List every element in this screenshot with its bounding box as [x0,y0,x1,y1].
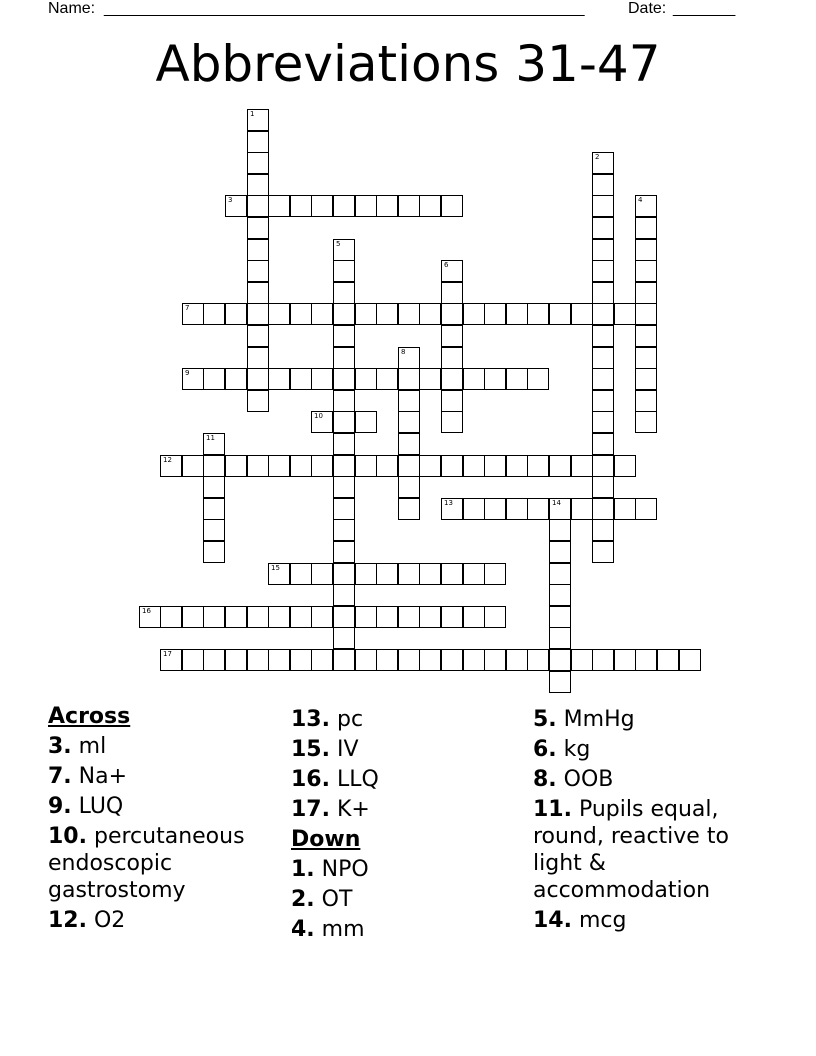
clue-start-number: 2 [595,153,600,161]
clue-text: IV [336,737,359,762]
clue-number: 2. [291,887,315,912]
grid-cell[interactable] [592,519,614,541]
grid-cell[interactable] [376,606,398,628]
grid-cell[interactable] [160,606,182,628]
grid-cell[interactable] [398,649,420,671]
grid-cell[interactable] [355,411,377,433]
clue-text: ml [78,734,107,759]
clue-number: 17. [291,797,330,822]
clue-text: Pupils equal, round, reactive to light & accommodation [533,797,729,903]
grid-cell[interactable] [355,563,377,585]
grid-cell[interactable] [592,217,614,239]
grid-cell[interactable] [635,282,657,304]
grid-cell[interactable] [484,649,506,671]
grid-cell[interactable] [311,455,333,477]
grid-cell[interactable] [247,303,269,325]
clue-column-3 [533,703,783,937]
clue-number: 10. [48,824,87,849]
clue-across-3 [48,733,278,760]
clue-text: mcg [578,908,627,933]
grid-cell[interactable] [441,411,463,433]
clue-start-number: 12 [163,456,172,464]
grid-cell[interactable] [463,606,485,628]
grid-cell[interactable] [635,368,657,390]
grid-cell[interactable] [355,195,377,217]
grid-cell[interactable] [333,563,355,585]
grid-cell[interactable] [463,303,485,325]
grid-cell[interactable] [225,649,247,671]
date-line[interactable]: _______ [673,0,736,17]
grid-cell[interactable] [203,541,225,563]
clue-number: 9. [48,794,72,819]
grid-cell[interactable] [247,260,269,282]
grid-cell[interactable] [247,152,269,174]
grid-cell[interactable] [247,347,269,369]
grid-cell[interactable] [441,390,463,412]
grid-cell[interactable] [592,498,614,520]
grid-cell[interactable] [657,649,679,671]
down-heading: Down [291,827,361,852]
grid-cell[interactable] [139,606,161,628]
name-label: Name: [48,0,96,17]
grid-cell[interactable] [398,433,420,455]
clue-across-13 [291,706,521,733]
name-line[interactable]: ______________________________________________________ [104,0,585,17]
grid-cell[interactable] [635,195,657,217]
grid-cell[interactable] [592,368,614,390]
clue-number: 16. [291,767,330,792]
grid-cell[interactable] [268,195,290,217]
grid-cell[interactable] [441,260,463,282]
clue-text: O2 [93,908,126,933]
grid-cell[interactable] [549,498,571,520]
grid-cell[interactable] [398,563,420,585]
clue-start-number: 8 [401,348,406,356]
clue-text: mm [321,917,365,942]
grid-cell[interactable] [290,455,312,477]
grid-cell[interactable] [614,649,636,671]
grid-cell[interactable] [247,606,269,628]
grid-cell[interactable] [635,390,657,412]
grid-cell[interactable] [182,455,204,477]
grid-cell[interactable] [441,195,463,217]
grid-cell[interactable] [333,347,355,369]
grid-cell[interactable] [268,606,290,628]
grid-cell[interactable] [247,109,269,131]
puzzle-title: Abbreviations 31-47 [155,35,661,93]
grid-cell[interactable] [506,303,528,325]
grid-cell[interactable] [333,282,355,304]
clue-down-6 [533,736,783,763]
grid-cell[interactable] [355,455,377,477]
grid-cell[interactable] [268,649,290,671]
clue-text: MmHg [563,707,635,732]
grid-cell[interactable] [203,519,225,541]
clue-number: 14. [533,908,572,933]
grid-cell[interactable] [398,347,420,369]
grid-cell[interactable] [549,627,571,649]
grid-cell[interactable] [484,498,506,520]
grid-cell[interactable] [311,563,333,585]
grid-cell[interactable] [398,498,420,520]
grid-cell[interactable] [333,455,355,477]
grid-cell[interactable] [333,606,355,628]
grid-cell[interactable] [333,260,355,282]
grid-cell[interactable] [614,303,636,325]
grid-cell[interactable] [506,649,528,671]
grid-cell[interactable] [311,303,333,325]
grid-cell[interactable] [592,152,614,174]
grid-cell[interactable] [333,649,355,671]
grid-cell[interactable] [268,303,290,325]
grid-cell[interactable] [592,347,614,369]
grid-cell[interactable] [441,368,463,390]
grid-cell[interactable] [441,303,463,325]
grid-cell[interactable] [311,649,333,671]
grid-cell[interactable] [333,519,355,541]
grid-cell[interactable] [247,455,269,477]
grid-cell[interactable] [247,239,269,261]
grid-cell[interactable] [527,498,549,520]
grid-cell[interactable] [463,563,485,585]
grid-cell[interactable] [484,303,506,325]
grid-cell[interactable] [290,303,312,325]
grid-cell[interactable] [484,563,506,585]
grid-cell[interactable] [247,325,269,347]
grid-cell[interactable] [290,649,312,671]
grid-cell[interactable] [571,649,593,671]
grid-cell[interactable] [225,303,247,325]
grid-cell[interactable] [333,368,355,390]
grid-cell[interactable] [203,606,225,628]
grid-cell[interactable] [419,649,441,671]
grid-cell[interactable] [549,541,571,563]
grid-cell[interactable] [290,368,312,390]
grid-cell[interactable] [268,563,290,585]
clue-start-number: 3 [228,196,233,204]
grid-cell[interactable] [160,649,182,671]
grid-cell[interactable] [441,606,463,628]
grid-cell[interactable] [549,649,571,671]
grid-cell[interactable] [441,498,463,520]
clue-text: Na+ [78,764,128,789]
grid-cell[interactable] [333,195,355,217]
grid-cell[interactable] [333,627,355,649]
grid-cell[interactable] [247,390,269,412]
grid-cell[interactable] [592,433,614,455]
grid-cell[interactable] [441,563,463,585]
grid-cell[interactable] [527,303,549,325]
grid-cell[interactable] [333,325,355,347]
grid-cell[interactable] [592,260,614,282]
clue-across-17 [291,796,521,823]
grid-cell[interactable] [225,455,247,477]
grid-cell[interactable] [203,455,225,477]
grid-cell[interactable] [247,217,269,239]
grid-cell[interactable] [268,455,290,477]
grid-cell[interactable] [225,606,247,628]
grid-cell[interactable] [376,563,398,585]
grid-cell[interactable] [592,541,614,563]
grid-cell[interactable] [571,303,593,325]
clue-down-2 [291,886,521,913]
grid-cell[interactable] [398,195,420,217]
grid-cell[interactable] [182,368,204,390]
grid-cell[interactable] [355,606,377,628]
clue-start-number: 14 [552,499,561,507]
clue-start-number: 10 [314,412,323,420]
grid-cell[interactable] [182,303,204,325]
grid-cell[interactable] [419,563,441,585]
grid-cell[interactable] [247,174,269,196]
clue-across-7 [48,763,278,790]
grid-cell[interactable] [592,476,614,498]
grid-cell[interactable] [484,368,506,390]
grid-cell[interactable] [527,368,549,390]
grid-cell[interactable] [463,455,485,477]
clue-text: pc [336,707,364,732]
clue-text: LLQ [336,767,379,792]
grid-cell[interactable] [614,455,636,477]
grid-cell[interactable] [333,584,355,606]
grid-cell[interactable] [333,541,355,563]
grid-cell[interactable] [506,368,528,390]
clue-number: 1. [291,857,315,882]
grid-cell[interactable] [333,390,355,412]
clue-text: OOB [563,767,614,792]
grid-cell[interactable] [419,368,441,390]
grid-cell[interactable] [398,368,420,390]
grid-cell[interactable] [247,282,269,304]
grid-cell[interactable] [441,347,463,369]
clue-text: kg [563,737,591,762]
grid-cell[interactable] [311,195,333,217]
grid-cell[interactable] [549,563,571,585]
clue-number: 13. [291,707,330,732]
grid-cell[interactable] [441,325,463,347]
grid-cell[interactable] [635,347,657,369]
grid-cell[interactable] [333,476,355,498]
grid-cell[interactable] [571,498,593,520]
grid-cell[interactable] [311,606,333,628]
grid-cell[interactable] [225,195,247,217]
grid-cell[interactable] [419,455,441,477]
clue-start-number: 9 [185,369,190,377]
grid-cell[interactable] [247,368,269,390]
grid-cell[interactable] [203,368,225,390]
grid-cell[interactable] [549,671,571,693]
clue-start-number: 17 [163,650,172,658]
clue-start-number: 4 [638,196,643,204]
grid-cell[interactable] [484,455,506,477]
grid-cell[interactable] [463,498,485,520]
grid-cell[interactable] [592,303,614,325]
grid-cell[interactable] [549,584,571,606]
grid-cell[interactable] [441,282,463,304]
grid-cell[interactable] [571,455,593,477]
clue-number: 4. [291,917,315,942]
clue-text: NPO [321,857,369,882]
grid-cell[interactable] [635,411,657,433]
grid-cell[interactable] [592,649,614,671]
grid-cell[interactable] [376,455,398,477]
grid-cell[interactable] [592,411,614,433]
grid-cell[interactable] [549,455,571,477]
grid-cell[interactable] [679,649,701,671]
clue-number: 11. [533,797,572,822]
clue-text: LUQ [78,794,124,819]
grid-cell[interactable] [549,303,571,325]
clue-number: 6. [533,737,557,762]
clue-start-number: 16 [142,607,151,615]
grid-cell[interactable] [203,303,225,325]
grid-cell[interactable] [203,476,225,498]
clue-text: percutaneous endoscopic gastrostomy [48,824,245,903]
grid-cell[interactable] [355,649,377,671]
grid-cell[interactable] [441,649,463,671]
grid-cell[interactable] [592,282,614,304]
grid-cell[interactable] [635,498,657,520]
clue-number: 5. [533,707,557,732]
grid-cell[interactable] [203,498,225,520]
grid-cell[interactable] [376,368,398,390]
grid-cell[interactable] [355,368,377,390]
grid-cell[interactable] [592,239,614,261]
clue-number: 8. [533,767,557,792]
clue-down-8 [533,766,783,793]
grid-cell[interactable] [290,563,312,585]
grid-cell[interactable] [463,649,485,671]
grid-cell[interactable] [376,649,398,671]
grid-cell[interactable] [247,195,269,217]
grid-cell[interactable] [549,519,571,541]
grid-cell[interactable] [635,217,657,239]
clue-start-number: 13 [444,499,453,507]
grid-cell[interactable] [182,606,204,628]
clue-number: 15. [291,737,330,762]
clue-across-10 [48,823,278,904]
clue-number: 3. [48,734,72,759]
clue-number: 12. [48,908,87,933]
grid-cell[interactable] [333,433,355,455]
grid-cell[interactable] [527,455,549,477]
grid-cell[interactable] [203,433,225,455]
grid-cell[interactable] [419,303,441,325]
clue-start-number: 15 [271,564,280,572]
grid-cell[interactable] [247,649,269,671]
grid-cell[interactable] [441,455,463,477]
grid-cell[interactable] [290,195,312,217]
grid-cell[interactable] [635,260,657,282]
grid-cell[interactable] [268,368,290,390]
grid-cell[interactable] [419,606,441,628]
clue-start-number: 7 [185,304,190,312]
clue-start-number: 1 [250,110,255,118]
grid-cell[interactable] [592,455,614,477]
grid-cell[interactable] [635,239,657,261]
grid-cell[interactable] [398,303,420,325]
clue-start-number: 11 [206,434,215,442]
grid-cell[interactable] [182,649,204,671]
grid-cell[interactable] [333,411,355,433]
grid-cell[interactable] [592,195,614,217]
clue-across-12 [48,907,278,934]
clue-column-2 [291,703,521,946]
grid-cell[interactable] [398,455,420,477]
clue-down-1 [291,856,521,883]
grid-cell[interactable] [311,368,333,390]
grid-cell[interactable] [333,498,355,520]
grid-cell[interactable] [333,303,355,325]
grid-cell[interactable] [592,390,614,412]
clue-down-14 [533,907,783,934]
grid-cell[interactable] [419,195,441,217]
grid-cell[interactable] [484,606,506,628]
clue-text: OT [321,887,353,912]
date-label: Date: [628,0,667,17]
grid-cell[interactable] [225,368,247,390]
grid-cell[interactable] [614,498,636,520]
clue-across-9 [48,793,278,820]
clue-text: K+ [336,797,370,822]
clue-number: 7. [48,764,72,789]
clue-across-15 [291,736,521,763]
grid-cell[interactable] [463,368,485,390]
clue-down-4 [291,916,521,943]
clue-start-number: 5 [336,240,341,248]
clue-column-1 [48,703,278,937]
clue-down-5 [533,706,783,733]
clue-across-16 [291,766,521,793]
grid-cell[interactable] [398,411,420,433]
grid-cell[interactable] [333,239,355,261]
grid-cell[interactable] [635,649,657,671]
grid-cell[interactable] [592,174,614,196]
grid-cell[interactable] [635,325,657,347]
grid-cell[interactable] [398,390,420,412]
grid-cell[interactable] [506,498,528,520]
grid-cell[interactable] [376,195,398,217]
clue-down-11 [533,796,783,904]
grid-cell[interactable] [527,649,549,671]
grid-cell[interactable] [311,411,333,433]
grid-cell[interactable] [398,476,420,498]
grid-cell[interactable] [290,606,312,628]
grid-cell[interactable] [549,606,571,628]
grid-cell[interactable] [635,303,657,325]
grid-cell[interactable] [592,325,614,347]
clue-start-number: 6 [444,261,449,269]
across-heading: Across [48,704,131,729]
grid-cell[interactable] [376,303,398,325]
grid-cell[interactable] [247,131,269,153]
grid-cell[interactable] [506,455,528,477]
grid-cell[interactable] [355,303,377,325]
grid-cell[interactable] [160,455,182,477]
grid-cell[interactable] [398,606,420,628]
grid-cell[interactable] [203,649,225,671]
